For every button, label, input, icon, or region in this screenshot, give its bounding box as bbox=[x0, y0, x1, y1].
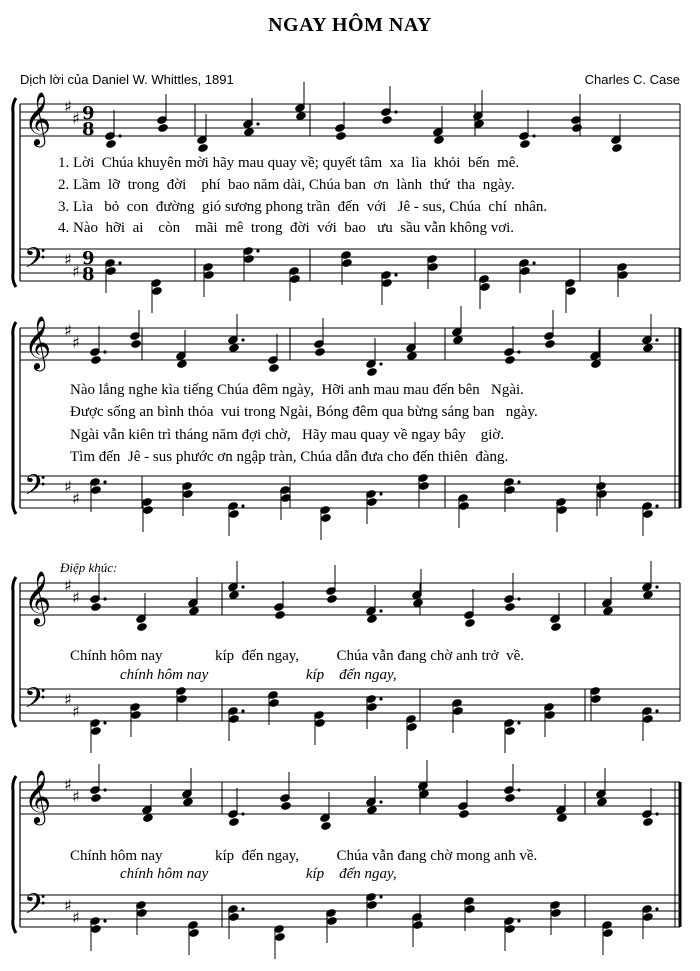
sharp-icon: ♯ bbox=[64, 690, 72, 709]
dot bbox=[118, 261, 121, 264]
note-head bbox=[157, 123, 169, 133]
treble-clef-icon: 𝄞 bbox=[24, 91, 52, 145]
dot bbox=[379, 895, 382, 898]
dot bbox=[241, 504, 244, 507]
dot bbox=[517, 788, 520, 791]
note-head bbox=[602, 928, 614, 938]
note-head bbox=[136, 622, 148, 632]
system-bracket bbox=[13, 776, 16, 933]
note-head bbox=[464, 904, 476, 914]
sharp-icon: ♯ bbox=[64, 321, 72, 340]
dot bbox=[241, 907, 244, 910]
note-head bbox=[458, 501, 470, 511]
sharp-icon: ♯ bbox=[72, 109, 80, 128]
note-head bbox=[341, 258, 353, 268]
note-head bbox=[611, 143, 623, 153]
note-head bbox=[406, 722, 418, 732]
verse-4-line-1: 4. Nào hỡi ai còn mãi mê trong đời với bao ưu sầu vẫn không vơi. bbox=[58, 220, 515, 236]
note-head bbox=[381, 115, 393, 125]
note-head bbox=[596, 489, 608, 499]
note-head bbox=[519, 139, 531, 149]
note-head bbox=[228, 817, 240, 827]
dot bbox=[394, 110, 397, 113]
system-bracket bbox=[13, 577, 16, 727]
verse-1-line-1: 1. Lời Chúa khuyên mời hãy mau quay về; quyết tâm xa lìa khỏi bến mê. bbox=[58, 155, 520, 171]
bass-clef-icon: 𝄢 bbox=[24, 242, 46, 282]
note-head bbox=[427, 262, 439, 272]
verse-4-line-2: Tìm đến Jê - sus phước ơn ngập tràn, Chúa dẫn đưa cho đến thiên đàng. bbox=[70, 449, 509, 465]
song-title: NGAY HÔM NAY bbox=[268, 14, 432, 36]
note-head bbox=[228, 714, 240, 724]
system-bracket bbox=[13, 322, 16, 514]
dot bbox=[241, 585, 244, 588]
sharp-icon: ♯ bbox=[72, 702, 80, 721]
dot bbox=[532, 134, 535, 137]
sharp-icon: ♯ bbox=[64, 896, 72, 915]
dot bbox=[655, 585, 658, 588]
note-head bbox=[280, 801, 292, 811]
dot bbox=[655, 504, 658, 507]
note-head bbox=[176, 694, 188, 704]
note-head bbox=[335, 131, 347, 141]
chorus-echo-1: chính hôm nay kíp đến ngay, bbox=[120, 667, 397, 683]
note-head bbox=[504, 726, 516, 736]
note-head bbox=[464, 618, 476, 628]
note-head bbox=[228, 509, 240, 519]
chorus-echo-2: chính hôm nay kíp đến ngay, bbox=[120, 866, 397, 882]
dot bbox=[118, 134, 121, 137]
note-head bbox=[274, 610, 286, 620]
note-head bbox=[182, 489, 194, 499]
chorus-lyric-1: Chính hôm nay kíp đến ngay, Chúa vẫn đang chờ anh trở về. bbox=[70, 648, 524, 664]
dot bbox=[394, 273, 397, 276]
note-head bbox=[314, 347, 326, 357]
treble-clef-icon: 𝄞 bbox=[24, 315, 52, 369]
note-head bbox=[228, 912, 240, 922]
note-head bbox=[268, 698, 280, 708]
note-head bbox=[268, 363, 280, 373]
note-head bbox=[571, 123, 583, 133]
treble-clef-icon: 𝄞 bbox=[24, 769, 52, 823]
note-head bbox=[642, 509, 654, 519]
note-head bbox=[544, 339, 556, 349]
note-head bbox=[544, 710, 556, 720]
dot bbox=[103, 788, 106, 791]
sharp-icon: ♯ bbox=[72, 787, 80, 806]
note-head bbox=[105, 139, 117, 149]
verse-1-line-2: Nào lắng nghe kìa tiếng Chúa đêm ngày, Hỡi anh mau mau đến bên Ngài. bbox=[70, 382, 524, 398]
dot bbox=[517, 597, 520, 600]
dot bbox=[379, 492, 382, 495]
lyricist-credit: Dịch lời của Daniel W. Whittles, 1891 bbox=[20, 72, 234, 87]
dot bbox=[532, 261, 535, 264]
note-head bbox=[642, 714, 654, 724]
note-head bbox=[366, 497, 378, 507]
dot bbox=[103, 721, 106, 724]
note-head bbox=[326, 916, 338, 926]
note-head bbox=[504, 924, 516, 934]
sharp-icon: ♯ bbox=[72, 333, 80, 352]
note-head bbox=[458, 809, 470, 819]
dot bbox=[256, 122, 259, 125]
note-head bbox=[320, 821, 332, 831]
dot bbox=[103, 480, 106, 483]
sharp-icon: ♯ bbox=[64, 97, 72, 116]
dot bbox=[517, 721, 520, 724]
dot bbox=[241, 709, 244, 712]
bass-clef-icon: 𝄢 bbox=[24, 682, 46, 722]
note-head bbox=[314, 718, 326, 728]
bass-clef-icon: 𝄢 bbox=[24, 888, 46, 928]
dot bbox=[655, 338, 658, 341]
note-head bbox=[90, 355, 102, 365]
note-head bbox=[90, 793, 102, 803]
sharp-icon: ♯ bbox=[64, 576, 72, 595]
sharp-icon: ♯ bbox=[72, 489, 80, 508]
note-head bbox=[366, 900, 378, 910]
note-head bbox=[90, 602, 102, 612]
time-signature-top: 9 bbox=[82, 103, 95, 124]
time-signature-top: 9 bbox=[82, 248, 95, 269]
note-head bbox=[381, 278, 393, 288]
note-head bbox=[90, 485, 102, 495]
note-head bbox=[326, 594, 338, 604]
note-head bbox=[366, 367, 378, 377]
note-head bbox=[504, 602, 516, 612]
bass-clef-icon: 𝄢 bbox=[24, 469, 46, 509]
dot bbox=[241, 812, 244, 815]
dot bbox=[517, 919, 520, 922]
dot bbox=[517, 480, 520, 483]
composer-credit: Charles C. Case bbox=[584, 72, 680, 87]
note-head bbox=[590, 694, 602, 704]
note-head bbox=[90, 924, 102, 934]
note-head bbox=[452, 706, 464, 716]
dot bbox=[103, 919, 106, 922]
note-head bbox=[412, 920, 424, 930]
note-head bbox=[504, 355, 516, 365]
verse-3-line-1: 3. Lìa bỏ con đường gió sương phong trần đến với Jê - sus, Chúa chí nhân. bbox=[58, 199, 548, 215]
dot bbox=[655, 709, 658, 712]
dot bbox=[379, 362, 382, 365]
dot bbox=[103, 597, 106, 600]
time-signature-bottom: 8 bbox=[82, 119, 95, 140]
verse-2-line-1: 2. Lầm lỡ trong đời phí bao năm dài, Chúa ban ơn lành thứ tha ngày. bbox=[58, 177, 515, 193]
dot bbox=[517, 350, 520, 353]
time-signature-bottom: 8 bbox=[82, 264, 95, 285]
note-head bbox=[642, 817, 654, 827]
note-head bbox=[366, 702, 378, 712]
note-head bbox=[320, 513, 332, 523]
note-head bbox=[90, 726, 102, 736]
note-head bbox=[289, 274, 301, 284]
dot bbox=[655, 907, 658, 910]
sharp-icon: ♯ bbox=[72, 588, 80, 607]
treble-clef-icon: 𝄞 bbox=[24, 570, 52, 624]
sharp-icon: ♯ bbox=[72, 262, 80, 281]
verse-3-line-2: Ngài vẫn kiên trì tháng năm đợi chờ, Hãy mau quay về ngay bây giờ. bbox=[70, 427, 505, 443]
note-head bbox=[617, 270, 629, 280]
note-head bbox=[151, 286, 163, 296]
chorus-label: Điệp khúc: bbox=[60, 560, 118, 575]
note-head bbox=[642, 912, 654, 922]
sharp-icon: ♯ bbox=[64, 250, 72, 269]
dot bbox=[379, 697, 382, 700]
note-head bbox=[188, 928, 200, 938]
note-head bbox=[105, 266, 117, 276]
dot bbox=[379, 800, 382, 803]
note-head bbox=[136, 908, 148, 918]
note-head bbox=[274, 932, 286, 942]
dot bbox=[241, 338, 244, 341]
note-head bbox=[550, 622, 562, 632]
note-head bbox=[243, 254, 255, 264]
note-head bbox=[504, 793, 516, 803]
note-head bbox=[550, 908, 562, 918]
note-head bbox=[130, 710, 142, 720]
system-bracket bbox=[13, 98, 16, 287]
note-head bbox=[203, 270, 215, 280]
dot bbox=[655, 812, 658, 815]
dot bbox=[379, 609, 382, 612]
sharp-icon: ♯ bbox=[64, 477, 72, 496]
note-head bbox=[418, 481, 430, 491]
sharp-icon: ♯ bbox=[64, 775, 72, 794]
note-head bbox=[519, 266, 531, 276]
note-head bbox=[504, 485, 516, 495]
note-head bbox=[130, 339, 142, 349]
chorus-lyric-2: Chính hôm nay kíp đến ngay, Chúa vẫn đang chờ mong anh về. bbox=[70, 848, 538, 864]
dot bbox=[103, 350, 106, 353]
note-head bbox=[565, 286, 577, 296]
verse-2-line-2: Được sống an bình thỏa vui trong Ngài, Bóng đêm qua bừng sáng ban ngày. bbox=[70, 404, 538, 420]
note-head bbox=[197, 143, 209, 153]
note-head bbox=[479, 282, 491, 292]
note-head bbox=[142, 505, 154, 515]
sharp-icon: ♯ bbox=[72, 908, 80, 927]
dot bbox=[256, 249, 259, 252]
note-head bbox=[556, 505, 568, 515]
